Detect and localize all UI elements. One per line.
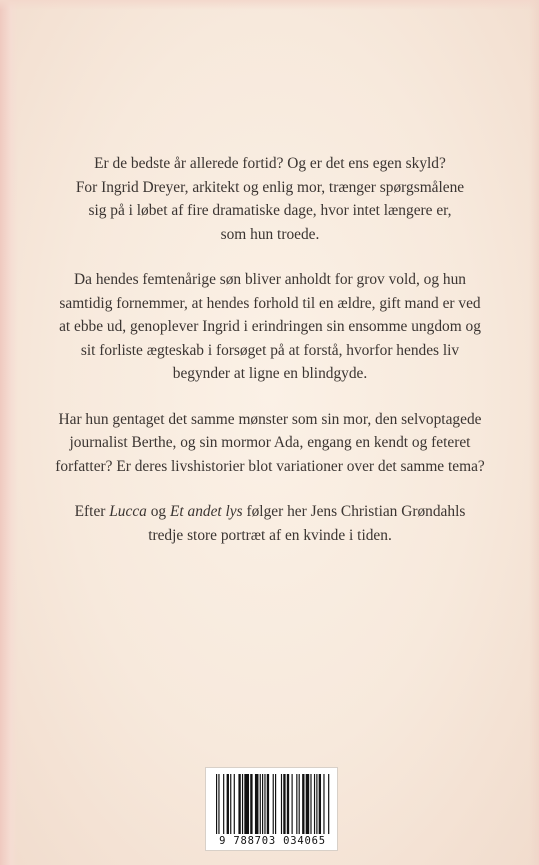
barcode-bar <box>273 774 274 834</box>
blurb-paragraph-1 <box>40 152 500 246</box>
blurb-line: sit forliste ægteskab i forsøget på at forstå, hvorfor hendes liv <box>80 341 460 359</box>
blurb-text-segment: følger her Jens Christian Grøndahls <box>242 503 466 520</box>
blurb-line: som hun troede. <box>220 225 320 243</box>
barcode-bar <box>262 774 263 834</box>
barcode-bar <box>296 774 297 834</box>
barcode-bar <box>306 774 310 834</box>
blurb-text-segment: og <box>146 503 170 520</box>
blurb-text <box>40 152 500 569</box>
barcode-bar <box>238 774 240 834</box>
barcode-bar <box>316 774 317 834</box>
isbn-number: 9 788703 034065 <box>219 835 326 847</box>
barcode-bar <box>264 774 265 834</box>
barcode-bar <box>281 774 282 834</box>
blurb-line: tredje store portræt af en kvinde i tiden. <box>148 526 392 544</box>
blurb-line: at ebbe ud, genoplever Ingrid i erindringen sin ensomme ungdom og <box>59 318 481 335</box>
barcode-bar <box>319 774 321 834</box>
blurb-line: For Ingrid Dreyer, arkitekt og enlig mor, trænger spørgsmålene <box>75 178 465 196</box>
barcode-bar <box>328 774 329 834</box>
barcode-bar <box>310 774 311 834</box>
barcode-bar <box>242 774 243 834</box>
blurb-line: begynder at ligne en blindgyde. <box>172 365 368 382</box>
barcode-bars <box>215 774 330 834</box>
blurb-line <box>40 500 500 524</box>
barcode-bar <box>275 774 276 834</box>
blurb-line: Har hun gentaget det samme mønster som sin mor, den selvoptagede <box>58 410 482 428</box>
book-title-et-andet-lys: Et andet lys <box>169 503 243 520</box>
cover-edge-shading <box>0 0 18 865</box>
barcode-bar <box>223 774 224 834</box>
blurb-paragraph-2 <box>40 268 500 386</box>
blurb-line: Da hendes femtenårige søn bliver anholdt for grov vold, og hun <box>74 271 466 288</box>
blurb-line: forfatter? Er deres livshistorier blot variationer over det samme tema? <box>55 457 485 475</box>
barcode-bar <box>283 774 285 834</box>
barcode-bar <box>302 774 304 834</box>
book-title-lucca: Lucca <box>109 503 147 520</box>
barcode-bar <box>250 774 252 834</box>
barcode-bar <box>244 774 249 834</box>
barcode-bar <box>292 774 293 834</box>
blurb-line: Er de bedste år allerede fortid? Og er det ens egen skyld? <box>94 155 446 172</box>
barcode-bar <box>230 774 231 834</box>
barcode-bar <box>216 774 217 834</box>
barcode-bar <box>218 774 219 834</box>
barcode-bar <box>260 774 261 834</box>
barcode-bar <box>234 774 235 834</box>
blurb-line: journalist Berthe, og sin mormor Ada, engang en kendt og feteret <box>69 434 471 451</box>
blurb-text-segment: Efter <box>74 503 110 520</box>
blurb-line: sig på i løbet af fire dramatiske dage, hvor intet længere er, <box>88 202 452 219</box>
barcode-bar <box>314 774 315 834</box>
cover-edge-shading-top <box>0 0 539 10</box>
blurb-line: samtidig fornemmer, at hendes forhold til en ældre, gift mand er ved <box>59 294 481 312</box>
barcode-bar <box>267 774 269 834</box>
barcode-bar <box>323 774 324 834</box>
isbn-barcode <box>205 767 338 851</box>
blurb-paragraph-4 <box>40 500 500 547</box>
barcode-bar <box>299 774 300 834</box>
blurb-paragraph-3 <box>40 408 500 479</box>
barcode-bar <box>255 774 259 834</box>
barcode-bar <box>287 774 289 834</box>
barcode-bar <box>227 774 229 834</box>
cover-edge-shading-right <box>529 0 539 865</box>
